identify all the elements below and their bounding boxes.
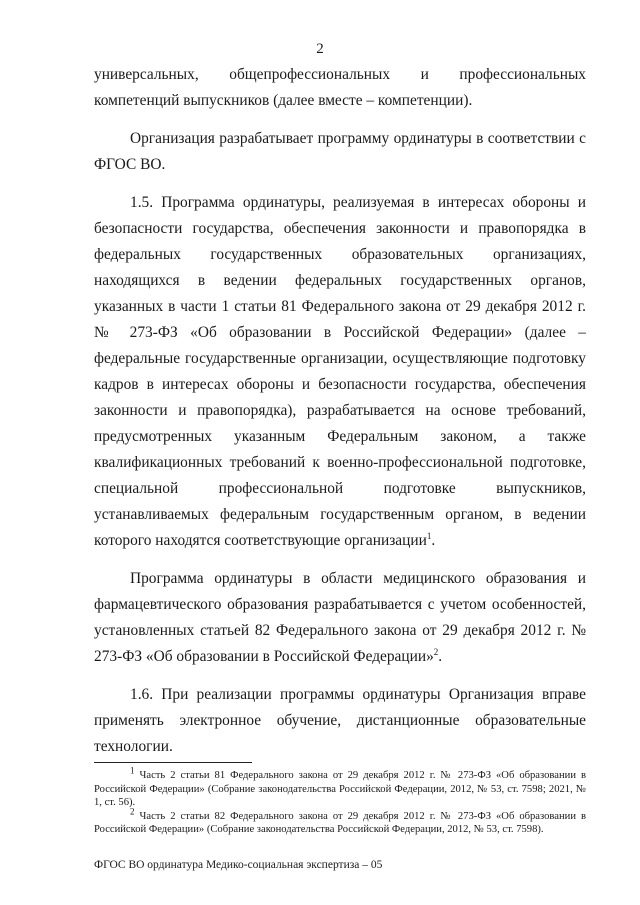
paragraph-text: 1.5. Программа ординатуры, реализуемая в интересах обороны и безопасности государства, обеспечения законности и правопорядка в федеральных государственных образовательных организациях, находящихся в ведении федеральных государственных органов, указанных в части 1 статьи 81 Федерального закона от 29 декабря 2012 г. № 273-ФЗ «Об образовании в Российской Федерации» (далее – федеральные государственные организации, осуществляющие подготовку кадров в интересах обороны и безопасности государства, обеспечения законности и правопорядка), разрабатывается на основе требований, предусмотренных указанным Федеральным законом, а также квалификационных требований к военно-профессиональной подготовке, специальной профессиональной подготовке выпускников, устанавливаемых федеральным государственным органом, в ведении которого находятся соответствующие организации	[94, 194, 586, 549]
footnote-mark: 1	[130, 765, 135, 776]
paragraph-medical: Программа ординатуры в области медицинского образования и фармацевтического образования разрабатывается с учетом особенностей, установленных статьей 82 Федерального закона от 29 декабря 2012 г. № 273-ФЗ «Об образовании в Российской Федерации»$^2$.	[94, 570, 586, 665]
paragraph-continuation	[94, 62, 586, 114]
document-body	[94, 62, 586, 760]
footnotes	[94, 765, 586, 837]
footnote-ref-1: 1	[426, 530, 432, 541]
paragraph-text: Программа ординатуры в области медицинского образования и фармацевтического образования разрабатывается с учетом особенностей, установленных статьей 82 Федерального закона от 29 декабря 2012 г. № 273-ФЗ «Об образовании в Российской Федерации»	[94, 570, 586, 665]
page-number: 2	[316, 41, 324, 57]
paragraph-text: Организация разрабатывает программу ординатуры в соответствии с ФГОС ВО.	[94, 130, 586, 173]
paragraph-text: универсальных, общепрофессиональных и профессиональных компетенций выпускников (далее вместе – компетенции).	[94, 66, 586, 109]
footnote-2	[94, 805, 586, 837]
paragraph-1-6	[94, 682, 586, 760]
footnote-text: Часть 2 статьи 82 Федерального закона от 29 декабря 2012 г. № 273-ФЗ «Об образовании в Российской Федерации» (Собрание законодательства Российской Федерации, 2012, № 53, ст. 7598).	[94, 810, 586, 835]
footnote-mark: 2	[130, 805, 135, 816]
paragraph-1-5: 1.5. Программа ординатуры, реализуемая в интересах обороны и безопасности государства, обеспечения законности и правопорядка в федеральных государственных образовательных организациях, находящихся в ведении федеральных государственных органов, указанных в части 1 статьи 81 Федерального закона от 29 декабря 2012 г. № 273-ФЗ «Об образовании в Российской Федерации» (далее – федеральные государственные организации, осуществляющие подготовку кадров в интересах обороны и безопасности государства, обеспечения законности и правопорядка), разрабатывается на основе требований, предусмотренных указанным Федеральным законом, а также квалификационных требований к военно-профессиональной подготовке, специальной профессиональной подготовке выпускников, устанавливаемых федеральным государственным органом, в ведении которого находятся соответствующие организации$^1$.	[94, 194, 586, 549]
footnote-1	[94, 765, 586, 810]
page-footer: ФГОС ВО ординатура Медико-социальная экспертиза – 05	[94, 859, 383, 871]
footnote-separator	[94, 762, 252, 763]
paragraph-organization	[94, 126, 586, 178]
footnote-ref-2: 2	[433, 646, 439, 657]
paragraph-text: 1.6. При реализации программы ординатуры Организация вправе применять электронное обучение, дистанционные образовательные технологии.	[94, 686, 586, 755]
footnote-text: Часть 2 статьи 81 Федерального закона от 29 декабря 2012 г. № 273-ФЗ «Об образовании в Российской Федерации» (Собрание законодательства Российской Федерации, 2012, № 53, ст. 7598; 2021, № 1, ст. 56).	[94, 770, 586, 808]
